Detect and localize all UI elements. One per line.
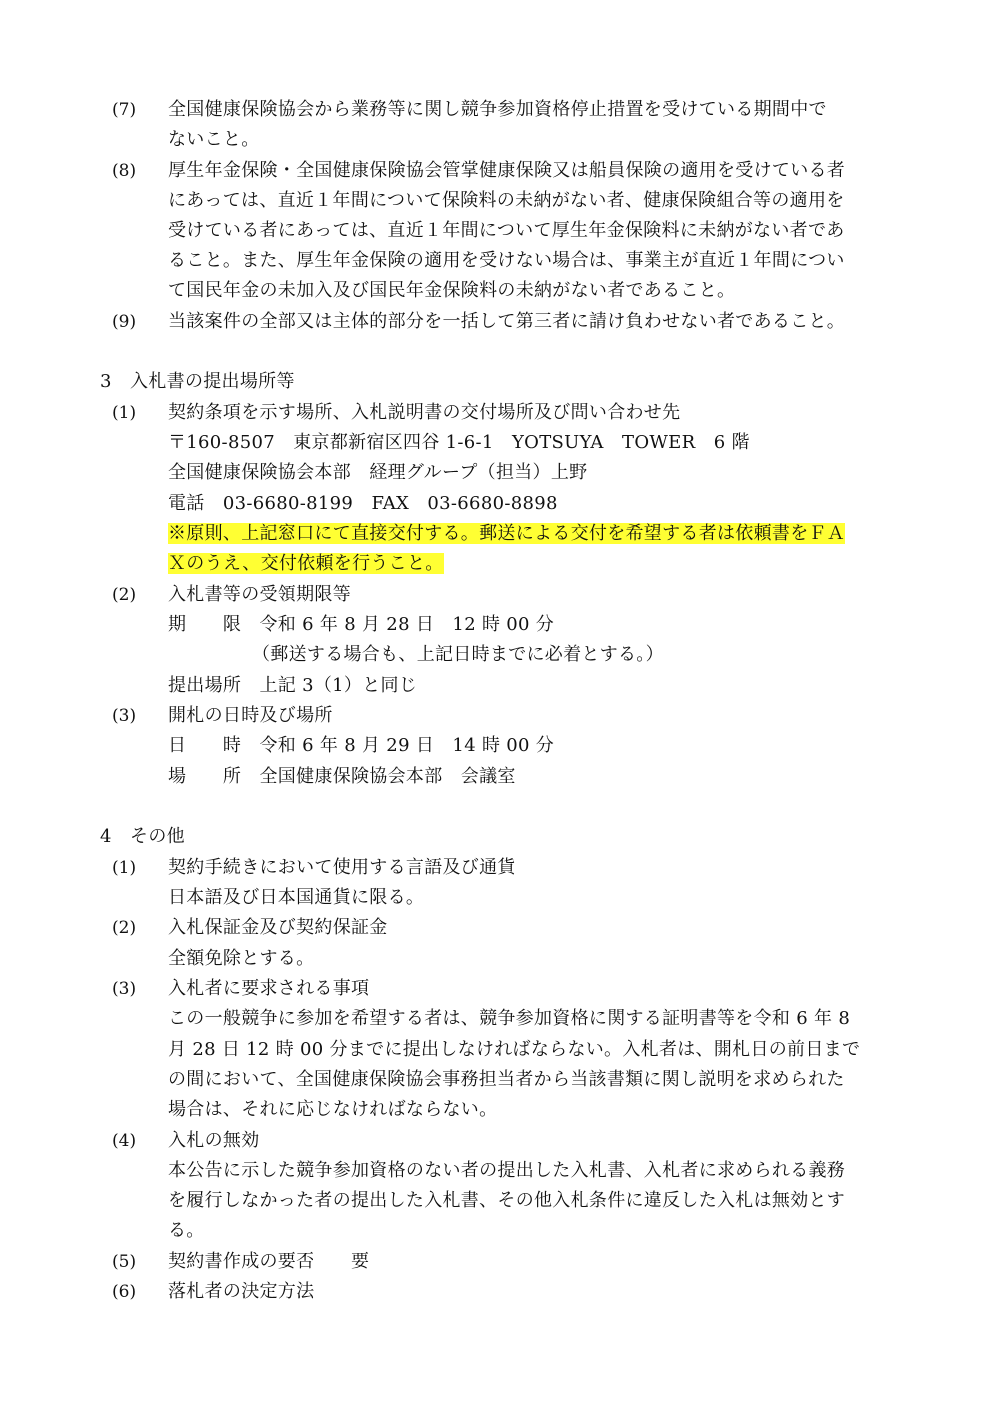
s3-1-number: (1) <box>112 403 137 423</box>
s4-1-number: (1) <box>112 858 137 878</box>
s3-1-note-highlight-2: Ｘのうえ、交付依頼を行うこと。 <box>168 553 444 574</box>
s4-4-title: 入札の無効 <box>168 1130 260 1151</box>
s3-3-title: 開札の日時及び場所 <box>168 705 333 726</box>
s4-1-body: 日本語及び日本国通貨に限る。 <box>168 887 425 908</box>
s4-1-title: 契約手続きにおいて使用する言語及び通貨 <box>168 857 516 878</box>
item-9-number: (9) <box>112 312 137 332</box>
s3-3-number: (3) <box>112 706 137 726</box>
s4-4-body-line-2: を履行しなかった者の提出した入札書、その他入札条件に違反した入札は無効とす <box>168 1190 846 1211</box>
item-8-line-3: 受けている者にあっては、直近１年間について厚生年金保険料に未納がない者であ <box>168 220 845 241</box>
s4-6-title: 落札者の決定方法 <box>168 1281 315 1302</box>
s4-2-number: (2) <box>112 918 137 938</box>
s4-3-title: 入札者に要求される事項 <box>168 978 370 999</box>
item-8-line-4: ること。また、厚生年金保険の適用を受けない場合は、事業主が直近１年間につい <box>168 250 845 271</box>
section-3-heading: 3 入札書の提出場所等 <box>100 371 295 392</box>
s4-2-title: 入札保証金及び契約保証金 <box>168 917 388 938</box>
item-9-line-1: 当該案件の全部又は主体的部分を一括して第三者に請け負わせない者であること。 <box>168 311 846 332</box>
s4-3-number: (3) <box>112 979 137 999</box>
s4-4-body-line-1: 本公告に示した競争参加資格のない者の提出した入札書、入札者に求められる義務 <box>168 1160 846 1181</box>
s3-1-note-line-1 <box>168 519 845 549</box>
s4-4-body-line-3: る。 <box>168 1220 205 1241</box>
s3-2-place: 提出場所 上記 3（1）と同じ <box>168 675 418 696</box>
s4-5-title: 契約書作成の要否 要 <box>168 1251 370 1272</box>
s3-1-note-line-2 <box>168 549 444 579</box>
s4-4-number: (4) <box>112 1131 137 1151</box>
s3-2-mail-note: （郵送する場合も、上記日時までに必着とする。） <box>252 644 664 665</box>
s3-1-office: 全国健康保険協会本部 経理グループ（担当）上野 <box>168 462 588 483</box>
s3-1-address: 〒160-8507 東京都新宿区四谷 1-6-1 YOTSUYA TOWER 6 階 <box>168 432 750 453</box>
s3-3-place: 場 所 全国健康保険協会本部 会議室 <box>168 766 516 787</box>
s3-2-title: 入札書等の受領期限等 <box>168 584 351 605</box>
item-8-line-5: て国民年金の未加入及び国民年金保険料の未納がない者であること。 <box>168 280 736 301</box>
s3-3-datetime: 日 時 令和 6 年 8 月 29 日 14 時 00 分 <box>168 735 555 756</box>
s3-1-phone-fax: 電話 03-6680-8199 FAX 03-6680-8898 <box>168 493 558 514</box>
s3-1-note-highlight-1: ※原則、上記窓口にて直接交付する。郵送による交付を希望する者は依頼書をＦＡ <box>168 523 846 544</box>
s4-3-body-line-4: 場合は、それに応じなければならない。 <box>168 1099 498 1120</box>
s3-2-number: (2) <box>112 585 137 605</box>
s4-6-number: (6) <box>112 1282 137 1302</box>
item-8-number: (8) <box>112 161 137 181</box>
s4-5-number: (5) <box>112 1252 137 1272</box>
s3-2-deadline: 期 限 令和 6 年 8 月 28 日 12 時 00 分 <box>168 614 555 635</box>
item-7-number: (7) <box>112 100 137 120</box>
item-8-line-1: 厚生年金保険・全国健康保険協会管掌健康保険又は船員保険の適用を受けている者 <box>168 160 846 181</box>
s4-2-body: 全額免除とする。 <box>168 948 315 969</box>
item-7-line-2: ないこと。 <box>168 129 260 150</box>
s4-3-body-line-3: の間において、全国健康保険協会事務担当者から当該書類に関し説明を求められた <box>168 1069 845 1090</box>
s4-3-body-line-1: この一般競争に参加を希望する者は、競争参加資格に関する証明書等を令和 6 年 8 <box>168 1008 851 1029</box>
s3-1-title: 契約条項を示す場所、入札説明書の交付場所及び問い合わせ先 <box>168 402 681 423</box>
section-4-heading: 4 その他 <box>100 826 185 847</box>
s4-3-body-line-2: 月 28 日 12 時 00 分までに提出しなければならない。入札者は、開札日の前日まで <box>168 1039 861 1060</box>
item-7-line-1: 全国健康保険協会から業務等に関し競争参加資格停止措置を受けている期間中で <box>168 99 827 120</box>
item-8-line-2: にあっては、直近１年間について保険料の未納がない者、健康保険組合等の適用を <box>168 190 845 211</box>
